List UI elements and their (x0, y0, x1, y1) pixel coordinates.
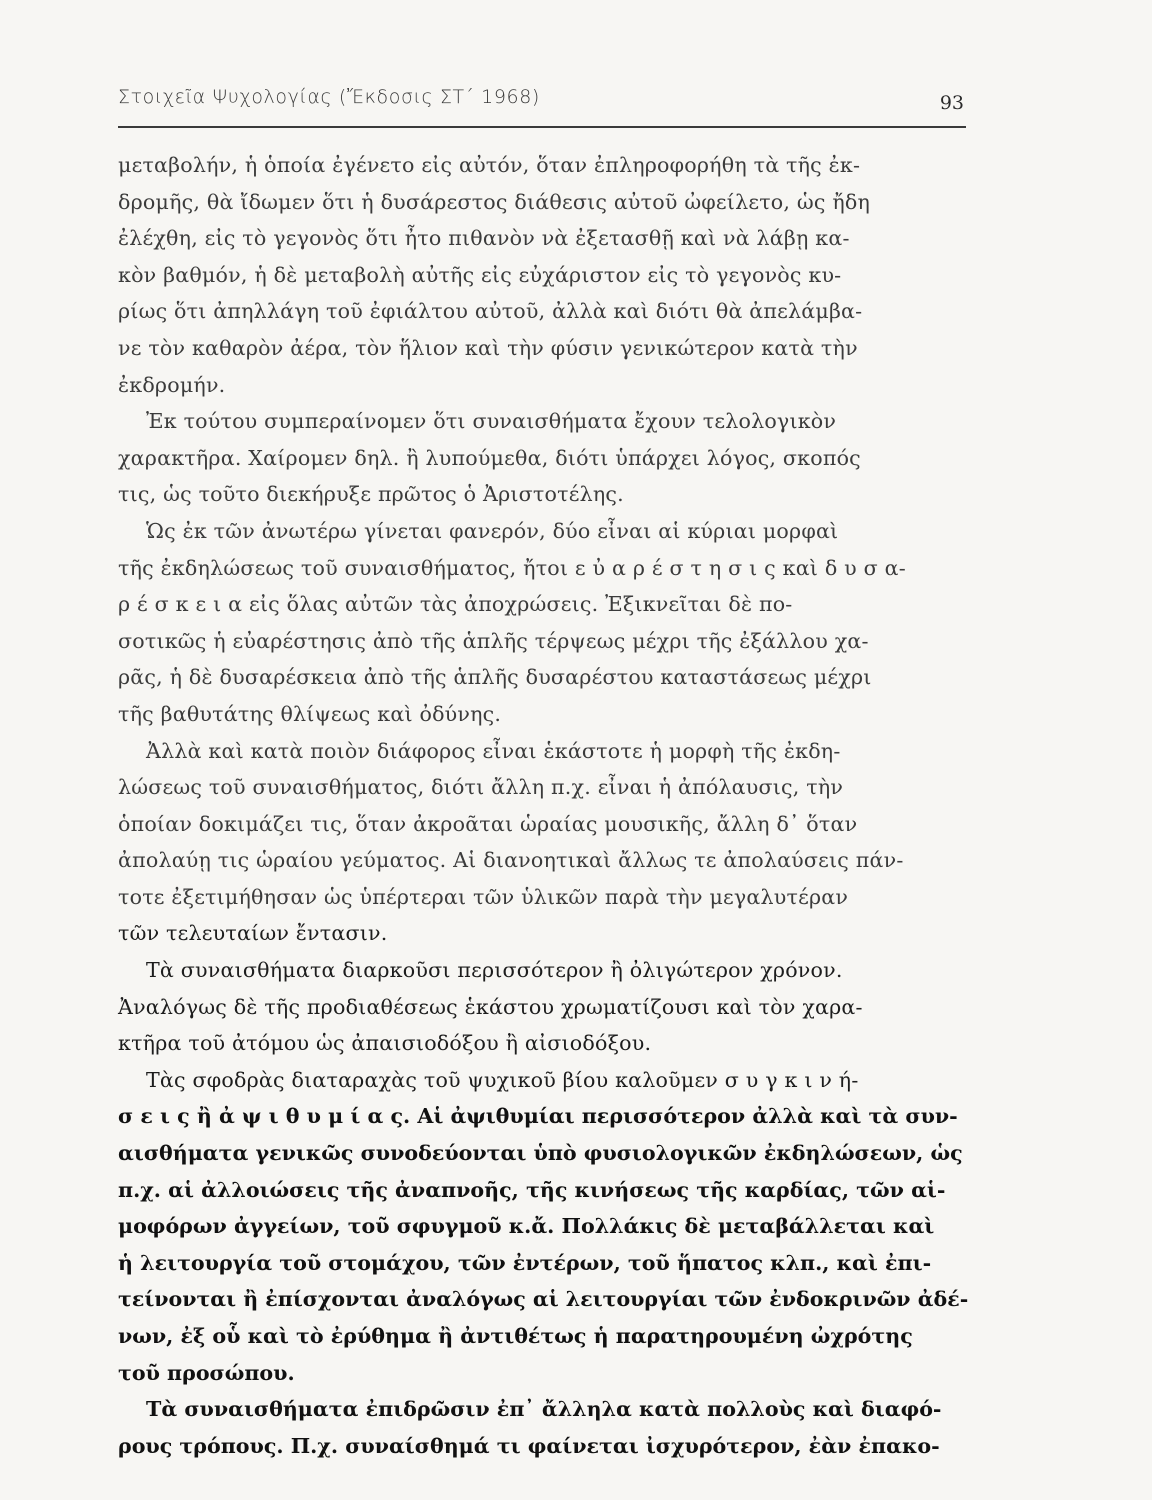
text-line: σοτικῶς ἡ εὐαρέστησις ἀπὸ τῆς ἁπλῆς τέρψεως μέχρι τῆς ἐξάλλου χα- (118, 628, 869, 653)
text-line: π.χ. αἱ ἀλλοιώσεις τῆς ἀναπνοῆς, τῆς κινήσεως τῆς καρδίας, τῶν αἱ- (118, 1177, 946, 1202)
text-line: Τὰ συναισθήματα ἐπιδρῶσιν ἐπ᾿ ἄλληλα κατὰ πολλοὺς καὶ διαφό- (146, 1397, 942, 1422)
text-line: τις, ὡς τοῦτο διεκήρυξε πρῶτος ὁ Ἀριστοτέλης. (118, 482, 624, 507)
text-line: κτῆρα τοῦ ἀτόμου ὡς ἀπαισιοδόξου ἢ αἰσιοδόξου. (118, 1031, 652, 1056)
text-line: δρομῆς, θὰ ἴδωμεν ὅτι ἡ δυσάρεστος διάθεσις αὐτοῦ ὠφείλετο, ὡς ἤδη (118, 189, 871, 214)
running-header (118, 86, 966, 128)
text-line: Ἐκ τούτου συμπεραίνομεν ὅτι συναισθήματα ἔχουν τελολογικὸν (146, 409, 837, 434)
text-line: τῆς βαθυτάτης θλίψεως καὶ ὀδύνης. (118, 701, 502, 726)
running-header-title: Στοιχεῖα Ψυχολογίας (Ἔκδοσις ΣΤ΄ 1968) (118, 86, 540, 108)
text-line: τείνονται ἢ ἐπίσχονται ἀναλόγως αἱ λειτουργίαι τῶν ἐνδοκρινῶν ἀδέ- (118, 1287, 969, 1312)
text-line: ὁποίαν δοκιμάζει τις, ὅταν ἀκροᾶται ὡραίας μουσικῆς, ἄλλη δ᾿ ὅταν (118, 811, 858, 836)
text-line: ἀπολαύῃ τις ὡραίου γεύματος. Αἱ διανοητικαὶ ἄλλως τε ἀπολαύσεις πάν- (118, 848, 904, 873)
text-line: ρ έ σ κ ε ι α εἰς ὅλας αὐτῶν τὰς ἀποχρώσεις. Ἐξικνεῖται δὲ πο- (118, 592, 793, 617)
text-line: μεταβολήν, ἡ ὁποία ἐγένετο εἰς αὐτόν, ὅταν ἐπληροφορήθη τὰ τῆς ἐκ- (118, 153, 861, 177)
text-line: σ ε ι ς ἢ ἀ ψ ι θ υ μ ί α ς. Αἱ ἀψιθυμίαι περισσότερον ἀλλὰ καὶ τὰ συν- (118, 1104, 958, 1129)
text-line: ἡ λειτουργία τοῦ στομάχου, τῶν ἐντέρων, τοῦ ἥπατος κλπ., καὶ ἐπι- (118, 1250, 932, 1275)
body-text (118, 147, 970, 1464)
text-line: Ἀναλόγως δὲ τῆς προδιαθέσεως ἑκάστου χρωματίζουσι καὶ τὸν χαρα- (118, 994, 863, 1019)
text-line: μοφόρων ἀγγείων, τοῦ σφυγμοῦ κ.ἄ. Πολλάκις δὲ μεταβάλλεται καὶ (118, 1214, 935, 1239)
text-line: τοτε ἐξετιμήθησαν ὡς ὑπέρτεραι τῶν ὑλικῶν παρὰ τὴν μεγαλυτέραν (118, 884, 849, 909)
page-number: 93 (939, 92, 964, 114)
text-line: Ἀλλὰ καὶ κατὰ ποιὸν διάφορος εἶναι ἑκάστοτε ἡ μορφὴ τῆς ἐκδη- (146, 738, 841, 763)
text-line: Τὰ συναισθήματα διαρκοῦσι περισσότερον ἢ ὀλιγώτερον χρόνον. (146, 958, 843, 983)
text-line: ἐκδρομήν. (118, 372, 226, 397)
text-line: τοῦ προσώπου. (118, 1360, 295, 1385)
text-line: τῶν τελευταίων ἔντασιν. (118, 921, 388, 946)
text-line: λώσεως τοῦ συναισθήματος, διότι ἄλλη π.χ. εἶναι ἡ ἀπόλαυσις, τὴν (118, 775, 844, 800)
text-line: ρᾶς, ἡ δὲ δυσαρέσκεια ἀπὸ τῆς ἁπλῆς δυσαρέστου καταστάσεως μέχρι (118, 665, 872, 690)
text-line: χαρακτῆρα. Χαίρομεν δηλ. ἢ λυπούμεθα, διότι ὑπάρχει λόγος, σκοπός (118, 445, 861, 470)
text-line: Τὰς σφοδρὰς διαταραχὰς τοῦ ψυχικοῦ βίου καλοῦμεν σ υ γ κ ι ν ή- (146, 1067, 859, 1092)
text-line: τῆς ἐκδηλώσεως τοῦ συναισθήματος, ἤτοι ε ὐ α ρ έ σ τ η σ ι ς καὶ δ υ σ α- (118, 555, 906, 580)
text-line: ρίως ὅτι ἀπηλλάγη τοῦ ἐφιάλτου αὐτοῦ, ἀλλὰ καὶ διότι θὰ ἀπελάμβα- (118, 299, 863, 324)
text-line: Ὡς ἐκ τῶν ἀνωτέρω γίνεται φανερόν, δύο εἶναι αἱ κύριαι μορφαὶ (146, 518, 839, 543)
text-line: αισθήματα γενικῶς συνοδεύονται ὑπὸ φυσιολογικῶν ἐκδηλώσεων, ὡς (118, 1141, 963, 1166)
text-line: νε τὸν καθαρὸν ἀέρα, τὸν ἥλιον καὶ τὴν φύσιν γενικώτερον κατὰ τὴν (118, 335, 858, 360)
text-line: νων, ἐξ οὗ καὶ τὸ ἐρύθημα ἢ ἀντιθέτως ἡ παρατηρουμένη ὠχρότης (118, 1324, 913, 1348)
text-line: ρους τρόπους. Π.χ. συναίσθημά τι φαίνεται ἰσχυρότερον, ἐὰν ἐπακο- (118, 1433, 940, 1458)
text-line: ἐλέχθη, εἰς τὸ γεγονὸς ὅτι ἦτο πιθανὸν νὰ ἐξετασθῇ καὶ νὰ λάβῃ κα- (118, 226, 850, 251)
text-line: κὸν βαθμόν, ἡ δὲ μεταβολὴ αὐτῆς εἰς εὐχάριστον εἰς τὸ γεγονὸς κυ- (118, 262, 842, 287)
